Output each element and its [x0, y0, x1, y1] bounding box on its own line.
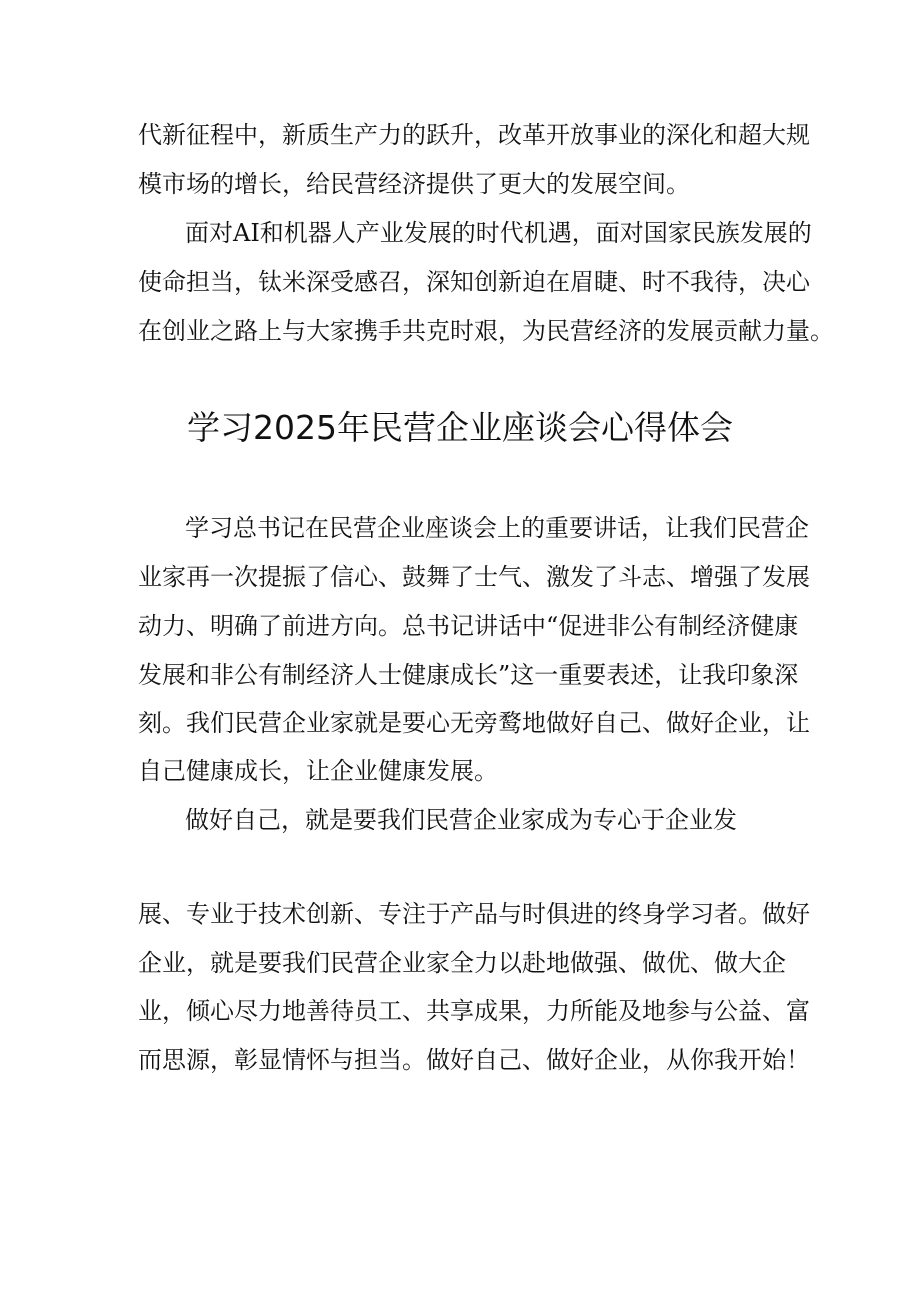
paragraph-line: 发展和非公有制经济人士健康成长”这一重要表述，让我印象深: [138, 661, 799, 689]
paragraph-line: 业，倾心尽力地善待员工、共享成果，力所能及地参与公益、富: [138, 997, 810, 1025]
paragraph-line: 面对AI和机器人产业发展的时代机遇，面对国家民族发展的: [185, 219, 812, 247]
paragraph-line: 模市场的增长，给民营经济提供了更大的发展空间。: [138, 170, 690, 198]
paragraph-line: 做好自己，就是要我们民营企业家成为专心于企业发: [185, 806, 737, 834]
paragraph-line: 刻。我们民营企业家就是要心无旁鹜地做好自己、做好企业，让: [138, 709, 810, 737]
paragraph-line: 自己健康成长，让企业健康发展。: [138, 757, 498, 785]
paragraph-line: 学习总书记在民营企业座谈会上的重要讲话，让我们民营企: [185, 514, 809, 542]
paragraph-line: 而思源，彰显情怀与担当。做好自己、做好企业，从你我开始！: [138, 1046, 810, 1074]
paragraph-line: 代新征程中，新质生产力的跃升，改革开放事业的深化和超大规: [138, 121, 810, 149]
paragraph-line: 动力、明确了前进方向。总书记讲话中“促进非公有制经济健康: [138, 612, 799, 640]
paragraph-line: 使命担当，钛米深受感召，深知创新迫在眉睫、时不我待，决心: [138, 268, 810, 296]
paragraph-line: 企业，就是要我们民营企业家全力以赴地做强、做优、做大企: [138, 949, 786, 977]
paragraph-line: 在创业之路上与大家携手共克时艰，为民营经济的发展贡献力量。: [138, 317, 834, 345]
page-title: 学习2025年民营企业座谈会心得体会: [187, 408, 733, 447]
paragraph-line: 展、专业于技术创新、专注于产品与时俱进的终身学习者。做好: [138, 900, 810, 928]
paragraph-line: 业家再一次提振了信心、鼓舞了士气、激发了斗志、增强了发展: [138, 563, 810, 591]
